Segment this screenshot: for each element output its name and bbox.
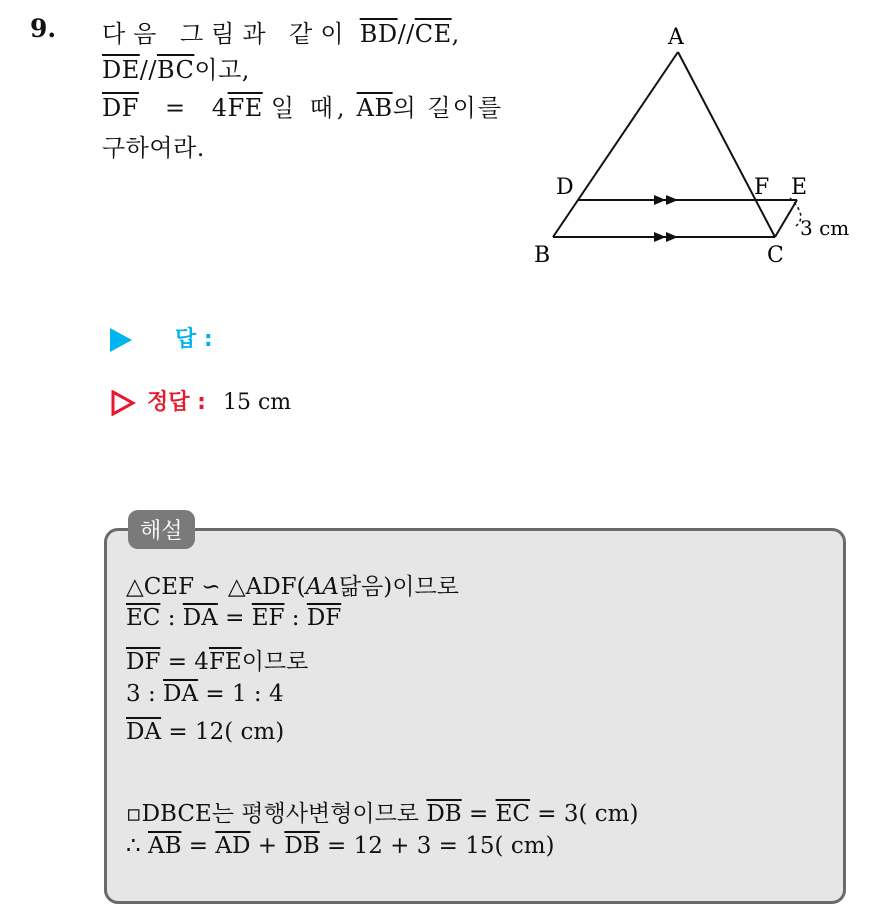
- answer-label: 답 :: [175, 327, 213, 352]
- parallel-symbol: //: [397, 20, 415, 48]
- parallel-symbol: //: [139, 56, 157, 84]
- solution-line-3: [126, 643, 308, 676]
- sol-text: =: [181, 833, 216, 859]
- problem-text: 일 때,: [270, 94, 349, 122]
- sol-segment: $\overline{DA}$: [182, 605, 218, 631]
- sol-segment: $\overline{AB}$: [147, 833, 182, 859]
- triangle-figure: [520, 20, 860, 280]
- segment-fe: $\overline{FE}$: [227, 94, 263, 122]
- solution-line-7: [126, 833, 554, 859]
- vertex-d-label: D: [556, 175, 574, 200]
- sol-segment: $\overline{EC}$: [495, 801, 530, 827]
- sol-segment: $\overline{DB}$: [284, 833, 320, 859]
- sol-segment: $\overline{AD}$: [215, 833, 251, 859]
- problem-text: 다음 그림과 같이: [102, 20, 352, 48]
- sol-segment: $\overline{EC}$: [126, 605, 161, 631]
- sol-text: 3 :: [126, 681, 164, 707]
- problem-number: 9.: [30, 14, 57, 43]
- segment-ce: $\overline{CE}$: [414, 20, 452, 48]
- correct-arrow-icon: [110, 390, 136, 416]
- solution-line-2: [126, 605, 341, 631]
- sol-text: =: [461, 801, 496, 827]
- sol-segment: $\overline{DB}$: [426, 801, 462, 827]
- correct-answer-label: 정답 :: [147, 390, 206, 415]
- sol-text: △CEF ∽ △ADF(: [126, 574, 306, 600]
- sol-text: = 12( cm): [161, 719, 285, 745]
- solution-line-5: [126, 719, 284, 745]
- problem-line-3: [102, 88, 503, 123]
- sol-text: =: [217, 605, 252, 631]
- vertex-e-label: E: [791, 175, 808, 200]
- sol-text: = 12 + 3 = 15( cm): [319, 833, 555, 859]
- sol-text: = 1 : 4: [198, 681, 284, 707]
- sol-segment: $\overline{FE}$: [208, 649, 242, 675]
- sol-segment: $\overline{DA}$: [163, 681, 199, 707]
- sol-text: :: [284, 605, 307, 631]
- equals: =: [165, 94, 186, 122]
- side-ab: [553, 52, 678, 237]
- sol-text: ▫DBCE는 평행사변형이므로: [126, 801, 427, 827]
- vertex-b-label: B: [534, 243, 551, 268]
- solution-title: 해설: [128, 510, 195, 549]
- sol-text: :: [160, 605, 183, 631]
- segment-bd: $\overline{BD}$: [359, 20, 398, 48]
- problem-line-1: [102, 14, 460, 49]
- sol-segment: $\overline{DA}$: [126, 719, 162, 745]
- problem-line-4: 구하여라.: [102, 134, 205, 162]
- answer-row: [110, 322, 213, 353]
- segment-ec-line: [775, 200, 797, 237]
- arrow-mark: [654, 195, 666, 205]
- sol-text: = 4: [160, 649, 209, 675]
- answer-arrow-icon: [110, 328, 132, 352]
- segment-ab: $\overline{AB}$: [356, 94, 393, 122]
- problem-text: 이고,: [194, 56, 250, 84]
- arrow-mark: [654, 232, 666, 242]
- problem-line-2: [102, 50, 250, 85]
- segment-bc: $\overline{BC}$: [156, 56, 195, 84]
- correct-answer-value: 15 cm: [222, 390, 292, 415]
- sol-text: +: [250, 833, 285, 859]
- sol-segment: $\overline{DF}$: [126, 649, 161, 675]
- sol-text: ∴: [126, 833, 148, 859]
- sol-text: 닮음)이므로: [338, 574, 459, 600]
- solution-line-4: [126, 681, 284, 707]
- arrow-mark: [666, 195, 678, 205]
- vertex-c-label: C: [767, 243, 784, 268]
- correct-answer-row: [110, 385, 291, 416]
- vertex-a-label: A: [668, 25, 684, 50]
- sol-text: AA: [305, 574, 339, 600]
- solution-line-1: [126, 568, 459, 601]
- sol-text: 이므로: [241, 649, 309, 675]
- segment-de: $\overline{DE}$: [102, 56, 140, 84]
- sol-segment: $\overline{EF}$: [251, 605, 285, 631]
- coefficient: 4: [211, 94, 228, 122]
- problem-text: 의 길이를: [392, 94, 504, 122]
- solution-line-6: [126, 795, 638, 828]
- segment-df: $\overline{DF}$: [102, 94, 139, 122]
- sol-text: = 3( cm): [529, 801, 639, 827]
- measure-label: 3 cm: [800, 216, 850, 240]
- vertex-f-label: F: [754, 175, 770, 200]
- comma: ,: [451, 20, 460, 48]
- sol-segment: $\overline{DF}$: [306, 605, 342, 631]
- arrow-mark: [666, 232, 678, 242]
- side-ac: [678, 52, 775, 237]
